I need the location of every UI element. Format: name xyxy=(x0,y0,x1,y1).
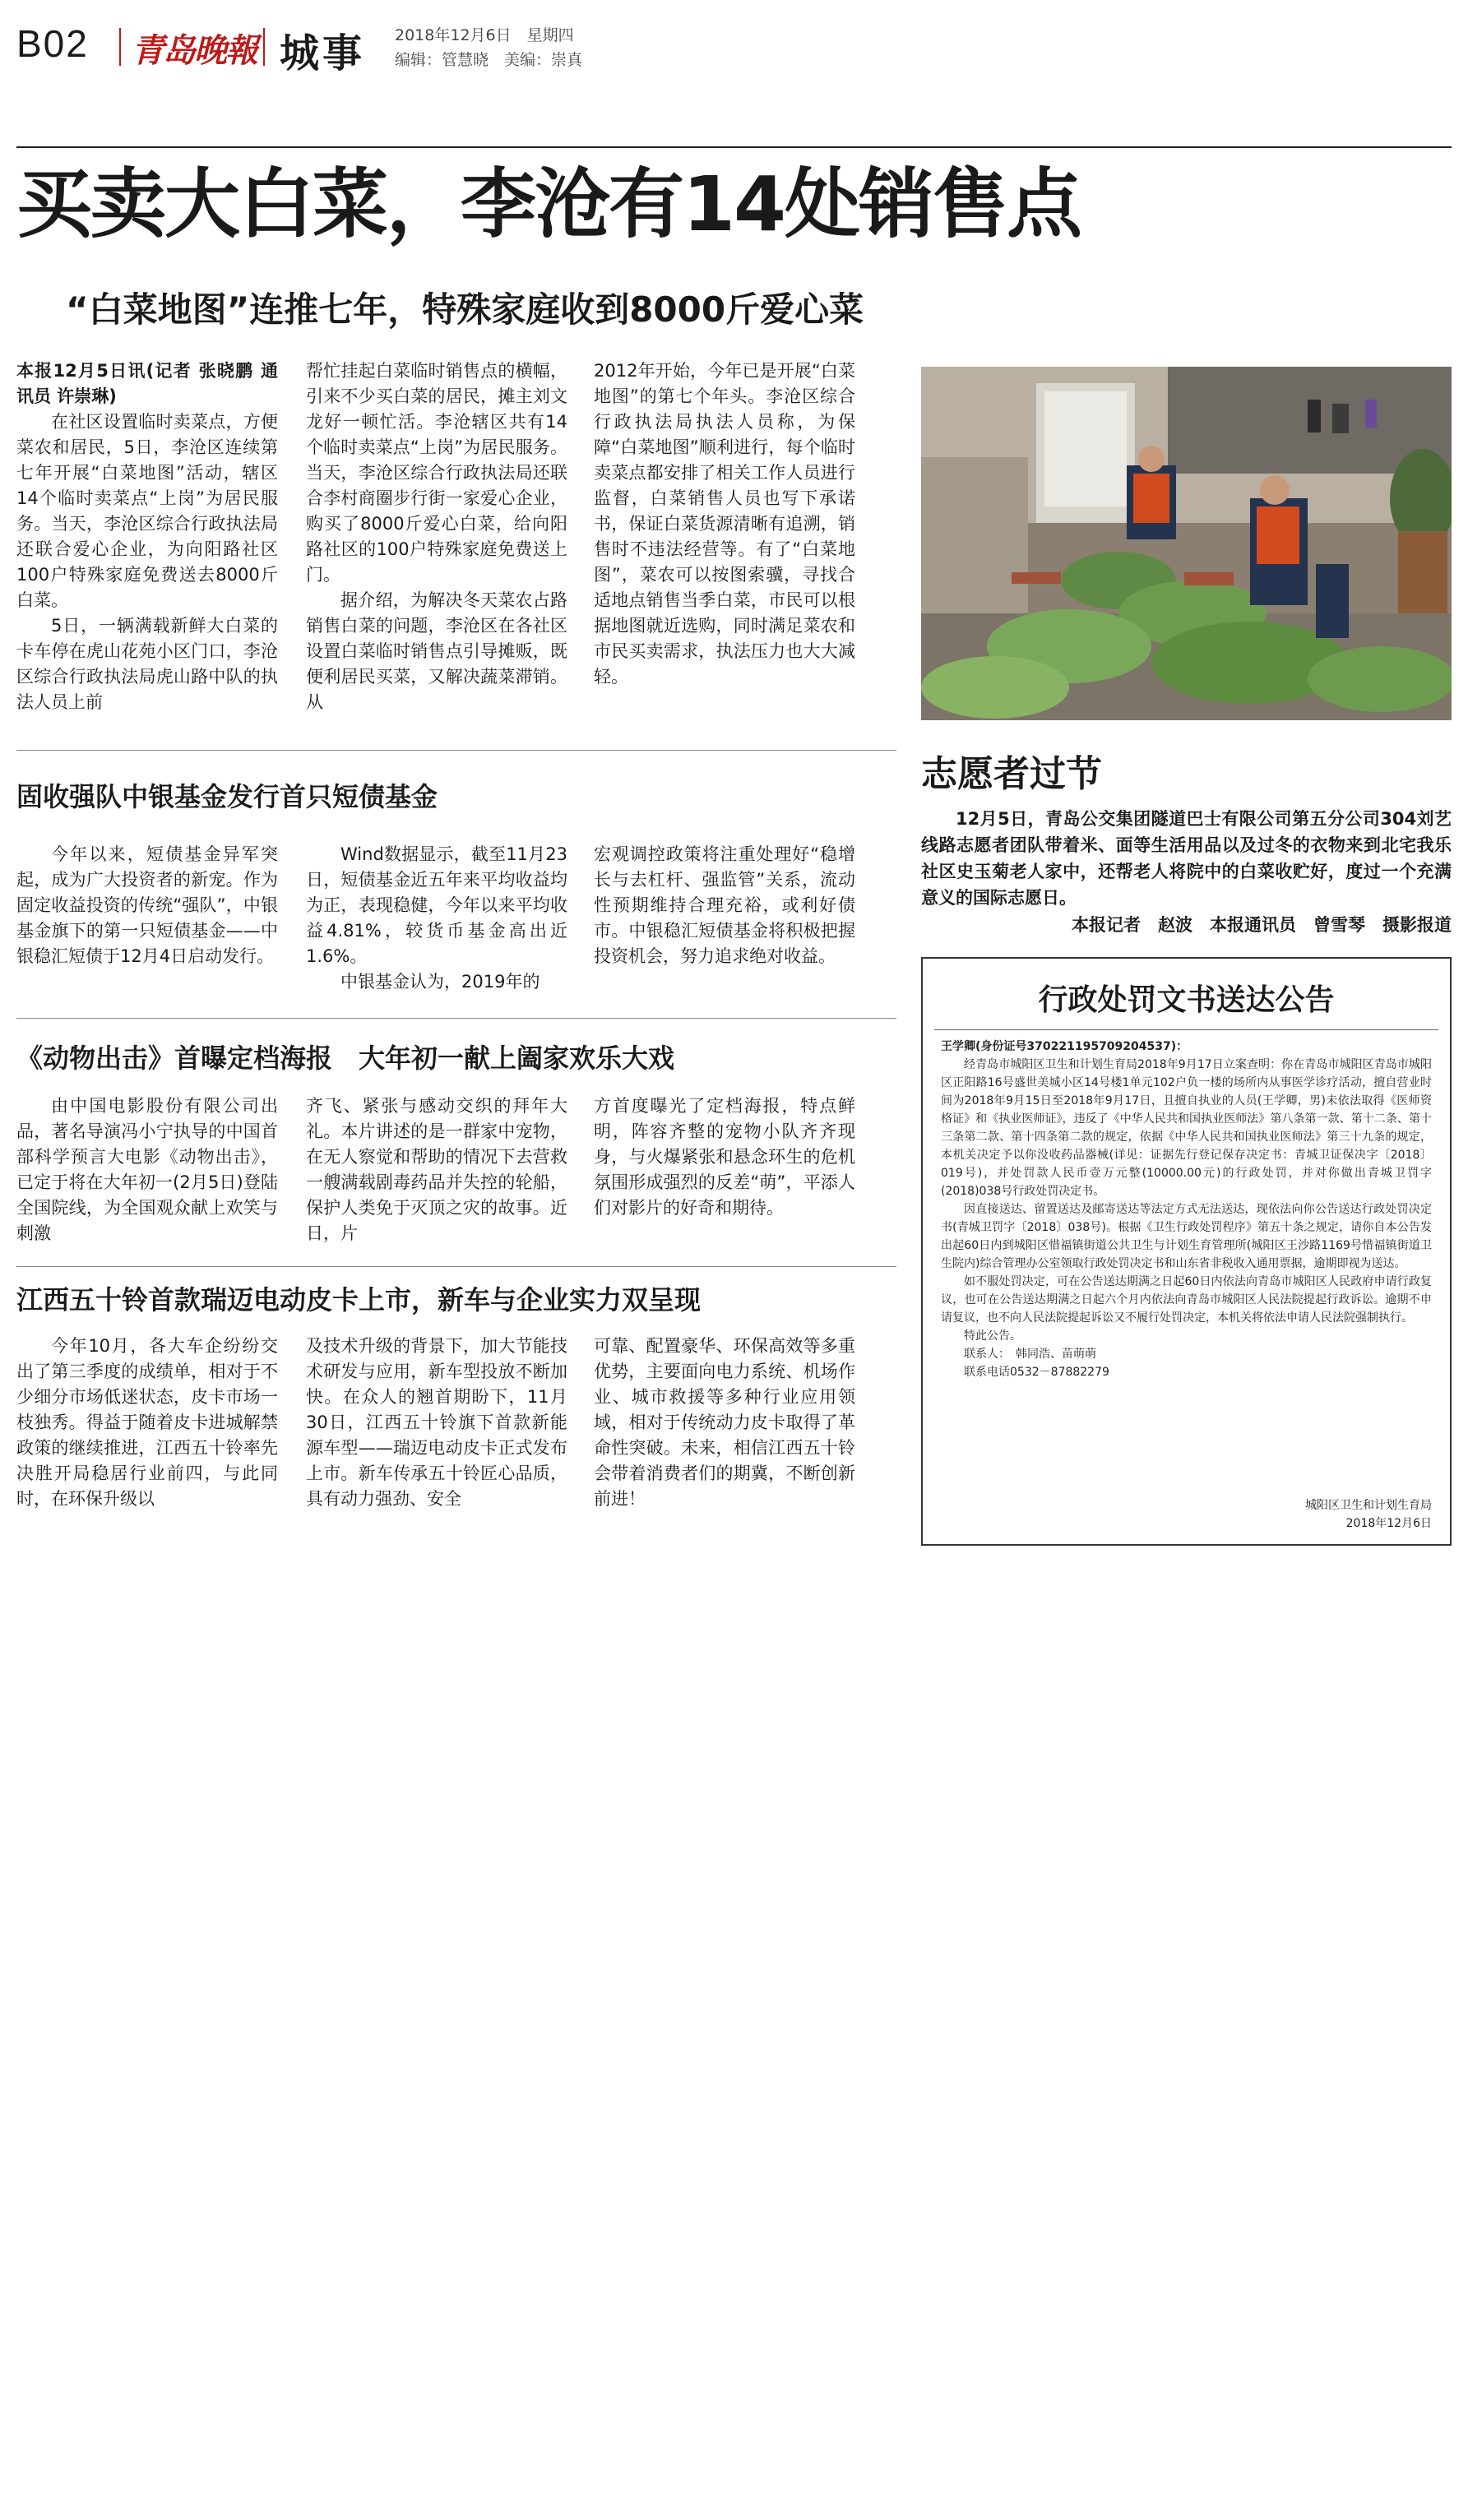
lead-headline: 买卖大白菜，李沧有14处销售点 xyxy=(16,160,1081,248)
notice-date: 2018年12月6日 xyxy=(1345,1517,1432,1530)
notice-paragraph: 如不服处罚决定，可在公告送达期满之日起60日内依法向青岛市城阳区人民政府申请行政复议，也可在公告送达期满之日起六个月内依法向青岛市城阳区人民法院提起行政诉讼。逾期不申请复议，也不向人民法院提起诉讼又不履行处罚决定，本机关将依法申请人民法院强制执行。 xyxy=(941,1275,1432,1325)
lead-paragraph: 在社区设置临时卖菜点，方便菜农和居民，5日，李沧区连续第七年开展“白菜地图”活动，辖区14个临时卖菜点“上岗”为居民服务。当天，李沧区综合行政执法局还联合爱心企业，为向阳路社区100户特殊家庭免费送去8000斤白菜。 xyxy=(16,412,278,610)
fund-headline: 固收强队中银基金发行首只短债基金 xyxy=(16,781,438,812)
public-notice-box xyxy=(921,957,1452,1546)
section-rule xyxy=(16,750,896,751)
section-name: 城事 xyxy=(280,30,366,76)
notice-signature xyxy=(941,1496,1432,1533)
notice-paragraph: 经青岛市城阳区卫生和计划生育局2018年9月17日立案查明：你在青岛市城阳区青岛市城阳区正阳路16号盛世美城小区14号楼1单元102户负一楼的场所内从事医学诊疗活动，擅自营业时间为2018年9月15日至2018年9月17日，且擅自执业的人员(王学卿，男)未依法取得《医师资格证》和《执业医师证》，违反了《中华人民共和国执业医师法》第八条第一款、第十二条、第十三条第二款、第十四条第二款的规定，依据《中华人民共和国执业医师法》第三十九条的规定，本机关决定予以你没收药品器械(详见：证据先行登记保存决定书：青城卫证保决字〔2018〕019号)，并处罚款人民币壹万元整(10000.00元)的行政处罚，并对你做出青城卫罚字(2018)038号行政处罚决定书。 xyxy=(941,1058,1432,1198)
fund-column-1 xyxy=(16,842,278,969)
issue-date: 2018年12月6日 星期四 xyxy=(395,26,574,44)
fund-column-3 xyxy=(594,842,855,969)
movie-column-2 xyxy=(306,1094,567,1246)
lead-paragraph: 5日，一辆满载新鲜大白菜的卡车停在虎山花苑小区门口，李沧区综合行政执法局虎山路中队的执法人员上前 xyxy=(16,616,278,712)
fund-paragraph: Wind数据显示，截至11月23日，短债基金近五年来平均收益均为正，表现稳健，今年以来平均收益4.81%，较货币基金高出近1.6%。 xyxy=(306,844,567,966)
fund-paragraph: 宏观调控政策将注重处理好“稳增长与去杠杆、强监管”关系，流动性预期维持合理充裕，或利好债市。中银稳汇短债基金将积极把握投资机会，努力追求绝对收益。 xyxy=(594,844,855,966)
lead-paragraph: 据介绍，为解决冬天菜农占路销售白菜的问题，李沧区在各社区设置白菜临时销售点引导摊贩，既便利居民买菜，又解决蔬菜滞销。从 xyxy=(306,590,567,712)
truck-paragraph: 今年10月，各大车企纷纷交出了第三季度的成绩单，相对于不少细分市场低迷状态，皮卡市场一枝独秀。得益于随着皮卡进城解禁政策的继续推进，江西五十铃率先决胜开局稳居行业前四，与此同时，在环保升级以 xyxy=(16,1336,278,1509)
header-divider xyxy=(119,28,121,66)
fund-column-2 xyxy=(306,842,567,995)
movie-paragraph: 方首度曝光了定档海报，特点鲜明，阵容齐整的宠物小队齐齐现身，与火爆紧张和悬念环生的危机氛围形成强烈的反差“萌”，平添人们对影片的好奇和期待。 xyxy=(594,1096,855,1218)
movie-column-3 xyxy=(594,1094,855,1221)
truck-paragraph: 可靠、配置豪华、环保高效等多重优势，主要面向电力系统、机场作业、城市救援等多种行业应用领域，相对于传统动力皮卡取得了革命性突破。未来，相信江西五十铃会带着消费者们的期冀，不断创新前进！ xyxy=(594,1336,855,1509)
volunteer-photo xyxy=(921,367,1452,720)
notice-addressee: 王学卿(身份证号370221195709204537)： xyxy=(941,1040,1188,1053)
photo-caption-paragraph: 12月5日，青岛公交集团隧道巴士有限公司第五分公司304刘艺线路志愿者团队带着米、面等生活用品以及过冬的衣物来到北宅我乐社区史玉菊老人家中，还帮老人将院中的白菜收贮好，度过一个充满意义的国际志愿日。 xyxy=(921,809,1452,908)
photo-caption-title: 志愿者过节 xyxy=(921,753,1102,795)
editors-line: 编辑：管慧晓 美编：崇真 xyxy=(395,51,583,69)
lead-column-3 xyxy=(594,358,855,690)
section-rule xyxy=(16,1018,896,1019)
lead-subhead: “白菜地图”连推七年，特殊家庭收到8000斤爱心菜 xyxy=(66,289,864,330)
truck-headline: 江西五十铃首款瑞迈电动皮卡上市，新车与企业实力双呈现 xyxy=(16,1284,702,1315)
lead-column-1 xyxy=(16,358,278,715)
photo-credit: 本报记者 赵波 本报通讯员 曾雪琴 摄影报道 xyxy=(1072,915,1452,935)
photo-caption-text xyxy=(921,806,1452,911)
notice-phone: 联系电话0532－87882279 xyxy=(964,1366,1109,1379)
truck-column-1 xyxy=(16,1334,278,1512)
masthead-logo: 青岛晚報 xyxy=(132,31,257,70)
lead-column-2 xyxy=(306,358,567,715)
fund-paragraph: 中银基金认为，2019年的 xyxy=(340,972,540,992)
movie-column-1 xyxy=(16,1094,278,1246)
section-rule xyxy=(16,1266,896,1267)
movie-headline: 《动物出击》首曝定档海报 大年初一献上阖家欢乐大戏 xyxy=(16,1043,675,1074)
header-rule xyxy=(16,146,1452,148)
lead-paragraph: 帮忙挂起白菜临时销售点的横幅，引来不少买白菜的居民，摊主刘文龙好一顿忙活。李沧辖区共有14个临时卖菜点“上岗”为居民服务。当天，李沧区综合行政执法局还联合李村商圈步行街一家爱心企业，购买了8000斤爱心白菜，给向阳路社区的100户特殊家庭免费送上门。 xyxy=(306,361,567,585)
truck-column-3 xyxy=(594,1334,855,1512)
movie-paragraph: 齐飞、紧张与感动交织的拜年大礼。本片讲述的是一群家中宠物，在无人察觉和帮助的情况下去营救一艘满载剧毒药品并失控的轮船，保护人类免于灭顶之灾的故事。近日，片 xyxy=(306,1096,567,1243)
notice-contact: 联系人： 韩同浩、苗萌萌 xyxy=(964,1348,1096,1361)
photo-illustration xyxy=(921,367,1452,720)
lead-byline: 本报12月5日讯(记者 张晓鹏 通讯员 许崇琳) xyxy=(16,361,278,406)
movie-paragraph: 由中国电影股份有限公司出品，著名导演冯小宁执导的中国首部科学预言大电影《动物出击》，已定于将在大年初一(2月5日)登陆全国院线，为全国观众献上欢笑与刺激 xyxy=(16,1096,278,1243)
notice-title: 行政处罚文书送达公告 xyxy=(1038,983,1335,1017)
fund-paragraph: 今年以来，短债基金异军突起，成为广大投资者的新宠。作为固定收益投资的传统“强队”，中银基金旗下的第一只短债基金——中银稳汇短债于12月4日启动发行。 xyxy=(16,844,278,966)
page-number: B02 xyxy=(16,22,89,65)
lead-paragraph: 2012年开始，今年已是开展“白菜地图”的第七个年头。李沧区综合行政执法局执法人员称，为保障“白菜地图”顺利进行，每个临时卖菜点都安排了相关工作人员进行监督，白菜销售人员也写下承诺书，保证白菜货源清晰有追溯，销售时不违法经营等。有了“白菜地图”，菜农可以按图索骥，寻找合适地点销售当季白菜，市民可以根据地图就近选购，同时满足菜农和市民买卖需求，执法压力也大大减轻。 xyxy=(594,361,855,687)
truck-column-2 xyxy=(306,1334,567,1512)
notice-paragraph: 特此公告。 xyxy=(964,1329,1021,1343)
truck-paragraph: 及技术升级的背景下，加大节能技术研发与应用，新车型投放不断加快。在众人的翘首期盼下，11月30日，江西五十铃旗下首款新能源车型——瑞迈电动皮卡正式发布上市。新车传承五十铃匠心品质，具有动力强劲、安全 xyxy=(306,1336,567,1509)
notice-issuer: 城阳区卫生和计划生育局 xyxy=(1305,1499,1432,1512)
header-divider xyxy=(263,28,265,66)
notice-rule xyxy=(934,1029,1438,1030)
notice-body xyxy=(941,1038,1432,1381)
notice-paragraph: 因直接送达、留置送达及邮寄送达等法定方式无法送达，现依法向你公告送达行政处罚决定书(青城卫罚字〔2018〕038号)。根据《卫生行政处罚程序》第五十条之规定，请你自本公告发出起60日内到城阳区惜福镇街道公共卫生与计划生育管理所(城阳区王沙路1169号惜福镇街道卫生院内)综合管理办公室领取行政处罚决定书和山东省非税收入通用票据，逾期即视为送达。 xyxy=(941,1203,1432,1270)
